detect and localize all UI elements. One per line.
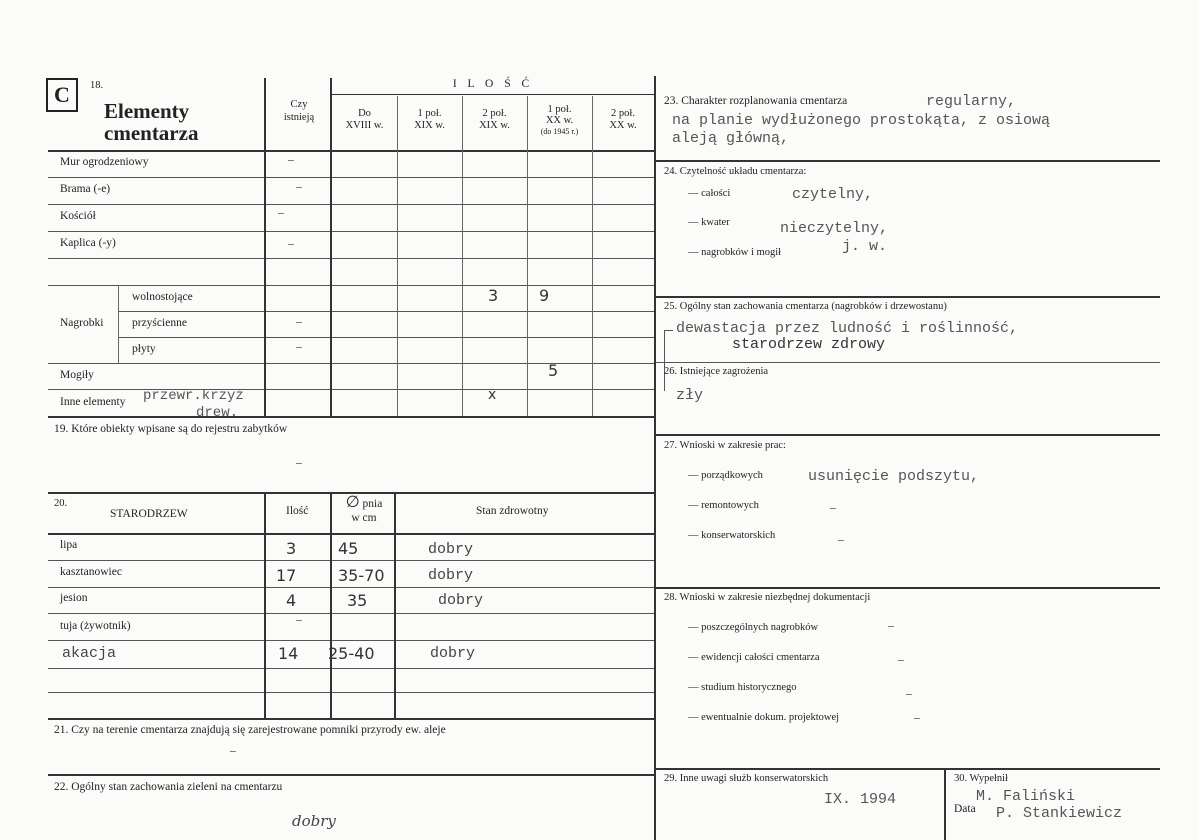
- tree-stan: dobry: [438, 592, 484, 609]
- row-rule: [48, 668, 654, 669]
- section-title-line2: cmentarza: [104, 121, 199, 145]
- table20-bottom-rule: [48, 718, 654, 720]
- tree-ilosc: 14: [278, 644, 299, 663]
- q24-a-label: — całości: [688, 188, 731, 199]
- col-2pol-xx-l1: 2 poł.: [611, 108, 635, 119]
- tree-name: akacja: [62, 645, 117, 662]
- inne-value-1: przewr.krzyż: [143, 388, 244, 404]
- row-rule: [48, 204, 654, 205]
- col-1pol-xx-l3: (do 1945 r.): [540, 127, 579, 136]
- mur-exists: –: [288, 154, 294, 166]
- col-exists-header: [266, 98, 332, 124]
- q24-a-value: czytelny,: [792, 186, 874, 203]
- q20-col-stan: Stan zdrowotny: [476, 505, 549, 517]
- col-2pol-xix: [462, 108, 527, 132]
- col-divider: [264, 78, 266, 418]
- q26-label: 26. Istniejące zagrożenia: [664, 366, 769, 377]
- row-kaplica: Kaplica (-y): [60, 237, 116, 249]
- section-number: 18.: [90, 80, 104, 91]
- q23-line1: regularny,: [926, 93, 1017, 110]
- table18-header-rule: [48, 150, 654, 152]
- center-divider: [654, 76, 656, 840]
- przy-exists: –: [296, 316, 302, 328]
- q29-rule: [656, 768, 1160, 770]
- q30-data-value: P. Stankiewicz: [996, 805, 1123, 822]
- tree-stan: dobry: [428, 567, 474, 584]
- q29-date: IX. 1994: [824, 791, 897, 808]
- q27-c-value: –: [838, 534, 844, 546]
- q27-b-value: –: [830, 502, 836, 514]
- q23-line2: na planie wydłużonego prostokąta, z osiową: [672, 112, 1051, 129]
- table18-bottom-rule: [48, 416, 654, 418]
- handwritten-bracket: [664, 330, 673, 391]
- tree-stan: dobry: [430, 645, 476, 662]
- row-rule: [48, 560, 654, 561]
- q29-q30-divider: [944, 768, 946, 840]
- q23-line3: aleją główną,: [672, 130, 790, 147]
- q22-rule: [48, 774, 654, 776]
- q20-col-pnia-unit: w cm: [351, 512, 377, 524]
- q19-label: 19. Które obiekty wpisane są do rejestru zabytków: [54, 423, 288, 435]
- q27-b-label: — remontowych: [688, 500, 759, 511]
- tree-pnia: 45: [338, 539, 359, 558]
- ilosc-rule: [332, 94, 654, 95]
- q30-data-label: Data: [954, 803, 976, 815]
- col-2pol-xix-l2: XIX w.: [479, 120, 510, 131]
- col-divider: [527, 96, 528, 416]
- q24-b-value: nieczytelny,: [780, 220, 889, 237]
- kosciol-exists: –: [278, 207, 284, 219]
- col-2pol-xx-l2: XX w.: [609, 120, 637, 131]
- row-rule: [48, 640, 654, 641]
- q28-a: — poszczególnych nagrobków: [688, 622, 819, 633]
- col-divider: [264, 494, 266, 718]
- row-rule: [118, 337, 654, 338]
- q27-a-label: — porządkowych: [688, 470, 763, 481]
- row-rule: [48, 285, 654, 286]
- q22-answer: dobry: [292, 812, 336, 830]
- col-2pol-xx: [592, 108, 654, 132]
- q25-line1: dewastacja przez ludność i roślinność,: [676, 320, 1019, 337]
- row-mogily: Mogiły: [60, 369, 94, 381]
- q21-answer: –: [230, 745, 236, 757]
- ilosc-header: I L O Ś Ć: [452, 78, 534, 90]
- col-2pol-xix-l1: 2 poł.: [482, 108, 507, 119]
- q29-label: 29. Inne uwagi służb konserwatorskich: [664, 773, 829, 784]
- row-wolnostojace: wolnostojące: [132, 291, 193, 303]
- q27-a-value: usunięcie podszytu,: [808, 468, 980, 485]
- table20-header-rule: [48, 533, 654, 535]
- tree-pnia: 35: [347, 591, 368, 610]
- tree-ilosc: 4: [286, 591, 297, 610]
- row-plyty: płyty: [132, 343, 156, 355]
- q28-label: 28. Wnioski w zakresie niezbędnej dokumentacji: [664, 592, 871, 603]
- row-rule: [48, 613, 654, 614]
- row-mur: Mur ogrodzeniowy: [60, 156, 149, 168]
- q25-rule: [656, 296, 1160, 298]
- row-rule: [48, 231, 654, 232]
- q27-rule: [656, 434, 1160, 436]
- mogily-1pol-xx: 5: [548, 361, 559, 380]
- inne-2pol-xix: x: [488, 387, 497, 403]
- row-kosciol: Kościół: [60, 210, 96, 222]
- col-1pol-xx-l1: 1 poł.: [547, 104, 572, 115]
- q24-c-label: — nagrobków i mogił: [688, 247, 782, 258]
- row-rule: [48, 692, 654, 693]
- q26-rule: [656, 362, 1160, 363]
- row-brama: Brama (-e): [60, 183, 111, 195]
- section-letter-box: [46, 78, 78, 112]
- q28-c: — studium historycznego: [688, 682, 797, 693]
- q24-label: 24. Czytelność układu cmentarza:: [664, 166, 807, 177]
- col-1pol-xx-l2: XX w.: [545, 115, 574, 126]
- q24-c-value: j. w.: [842, 238, 888, 255]
- wolno-2pol-xix: 3: [488, 286, 499, 305]
- q21-label: 21. Czy na terenie cmentarza znajdują się zarejestrowane pomniki przyrody ew. aleje: [54, 724, 446, 736]
- diameter-symbol: ∅: [345, 494, 360, 511]
- q26-answer: zły: [676, 387, 704, 404]
- wolno-1pol-xx: 9: [539, 286, 550, 305]
- row-rule: [48, 177, 654, 178]
- tree-name: lipa: [60, 539, 78, 551]
- tree-ilosc: 3: [286, 539, 297, 558]
- q28-c-value: –: [906, 688, 912, 700]
- row-rule: [48, 587, 654, 588]
- q20-title: STARODRZEW: [110, 508, 188, 520]
- tree-ilosc: –: [296, 614, 302, 626]
- q19-answer: –: [296, 457, 302, 469]
- row-nagrobki: Nagrobki: [60, 317, 104, 329]
- row-rule: [118, 311, 654, 312]
- q30-name: M. Faliński: [976, 788, 1076, 805]
- col-divider: [592, 96, 593, 416]
- col-divider: [462, 96, 463, 416]
- col-xviii-l2: XVIII w.: [345, 120, 384, 131]
- plyty-exists: –: [296, 341, 302, 353]
- brama-exists: –: [296, 181, 302, 193]
- col-xviii: [332, 108, 397, 132]
- col-1pol-xix-l2: XIX w.: [414, 120, 445, 131]
- tree-pnia: 35-70: [338, 566, 385, 585]
- q28-rule: [656, 587, 1160, 589]
- col-divider: [397, 96, 398, 416]
- q20-col-ilosc: Ilość: [286, 505, 309, 517]
- col-xviii-l1: Do: [358, 108, 371, 119]
- q23-label: 23. Charakter rozplanowania cmentarza: [664, 95, 848, 107]
- row-rule: [48, 389, 654, 390]
- q20-col-pnia-label: pnia: [362, 498, 383, 510]
- row-rule: [48, 363, 654, 364]
- q28-d-value: –: [914, 712, 920, 724]
- tree-pnia: 25-40: [328, 644, 375, 663]
- q25-label: 25. Ogólny stan zachowania cmentarza (nagrobków i drzewostanu): [664, 301, 947, 312]
- section-letter: C: [54, 82, 70, 107]
- q22-label: 22. Ogólny stan zachowania zieleni na cmentarzu: [54, 781, 283, 793]
- q28-d: — ewentualnie dokum. projektowej: [688, 712, 840, 723]
- col-divider: [394, 494, 396, 718]
- row-przyscienne: przyścienne: [132, 317, 187, 329]
- kaplica-exists: –: [288, 238, 294, 250]
- q28-b-value: –: [898, 654, 904, 666]
- q27-c-label: — konserwatorskich: [688, 530, 776, 541]
- col-divider: [330, 78, 332, 418]
- q27-label: 27. Wnioski w zakresie prac:: [664, 440, 786, 451]
- q28-b: — ewidencji całości cmentarza: [688, 652, 820, 663]
- section-title-line1: Elementy: [104, 99, 190, 123]
- col-exists-line2: istnieją: [283, 112, 315, 123]
- section-title: [104, 100, 198, 144]
- q25-line2: starodrzew zdrowy: [732, 336, 886, 353]
- col-1pol-xix: [397, 108, 462, 132]
- tree-name: jesion: [60, 592, 88, 604]
- q20-number: 20.: [54, 498, 68, 509]
- col-divider: [330, 494, 332, 718]
- tree-name: tuja (żywotnik): [60, 620, 131, 632]
- q20-col-pnia: [332, 496, 396, 525]
- tree-name: kasztanowiec: [60, 566, 122, 578]
- q28-a-value: –: [888, 620, 894, 632]
- row-inne: Inne elementy: [60, 396, 126, 408]
- q24-b-label: — kwater: [688, 217, 730, 228]
- row-rule: [48, 258, 654, 259]
- nagrobki-divider: [118, 285, 119, 363]
- col-1pol-xix-l1: 1 poł.: [417, 108, 442, 119]
- inne-value-2: drew.: [196, 405, 239, 421]
- q24-rule: [656, 160, 1160, 162]
- col-1pol-xx: [527, 104, 592, 137]
- q30-label: 30. Wypełnił: [954, 773, 1009, 784]
- tree-stan: dobry: [428, 541, 474, 558]
- tree-ilosc: 17: [276, 566, 297, 585]
- col-exists-line1: Czy: [290, 99, 308, 110]
